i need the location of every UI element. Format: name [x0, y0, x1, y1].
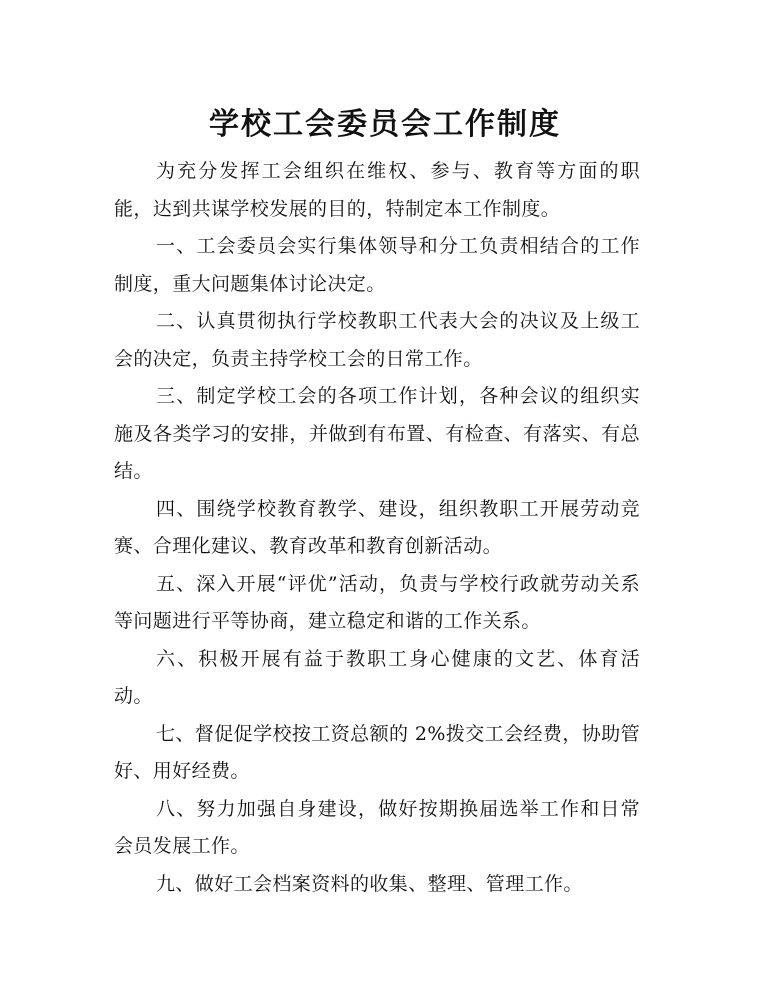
paragraph-item-1: 一、工会委员会实行集体领导和分工负责相结合的工作制度，重大问题集体讨论决定。	[114, 235, 640, 295]
document-title: 学校工会委员会工作制度	[209, 107, 561, 142]
paragraph-intro: 为充分发挥工会组织在维权、参与、教育等方面的职能，达到共谋学校发展的目的，特制定本工作制度。	[114, 160, 640, 220]
paragraph-item-5: 五、深入开展“评优”活动，负责与学校行政就劳动关系等问题进行平等协商，建立稳定和谐的工作关系。	[114, 572, 640, 632]
paragraph-item-3: 三、制定学校工会的各项工作计划，各种会议的组织实施及各类学习的安排，并做到有布置、有检查、有落实、有总结。	[114, 385, 640, 482]
paragraph-item-8: 八、努力加强自身建设，做好按期换届选举工作和日常会员发展工作。	[114, 797, 640, 857]
paragraph-item-4: 四、围绕学校教育教学、建设，组织教职工开展劳动竞赛、合理化建议、教育改革和教育创新活动。	[114, 497, 640, 557]
paragraph-item-6: 六、积极开展有益于教职工身心健康的文艺、体育活动。	[114, 647, 640, 707]
paragraph-item-2: 二、认真贯彻执行学校教职工代表大会的决议及上级工会的决定，负责主持学校工会的日常工作。	[114, 310, 640, 370]
paragraph-item-9: 九、做好工会档案资料的收集、整理、管理工作。	[156, 872, 583, 895]
document-body	[114, 153, 640, 903]
paragraph-item-7: 七、督促促学校按工资总额的 2%拨交工会经费，协助管好、用好经费。	[114, 722, 640, 782]
